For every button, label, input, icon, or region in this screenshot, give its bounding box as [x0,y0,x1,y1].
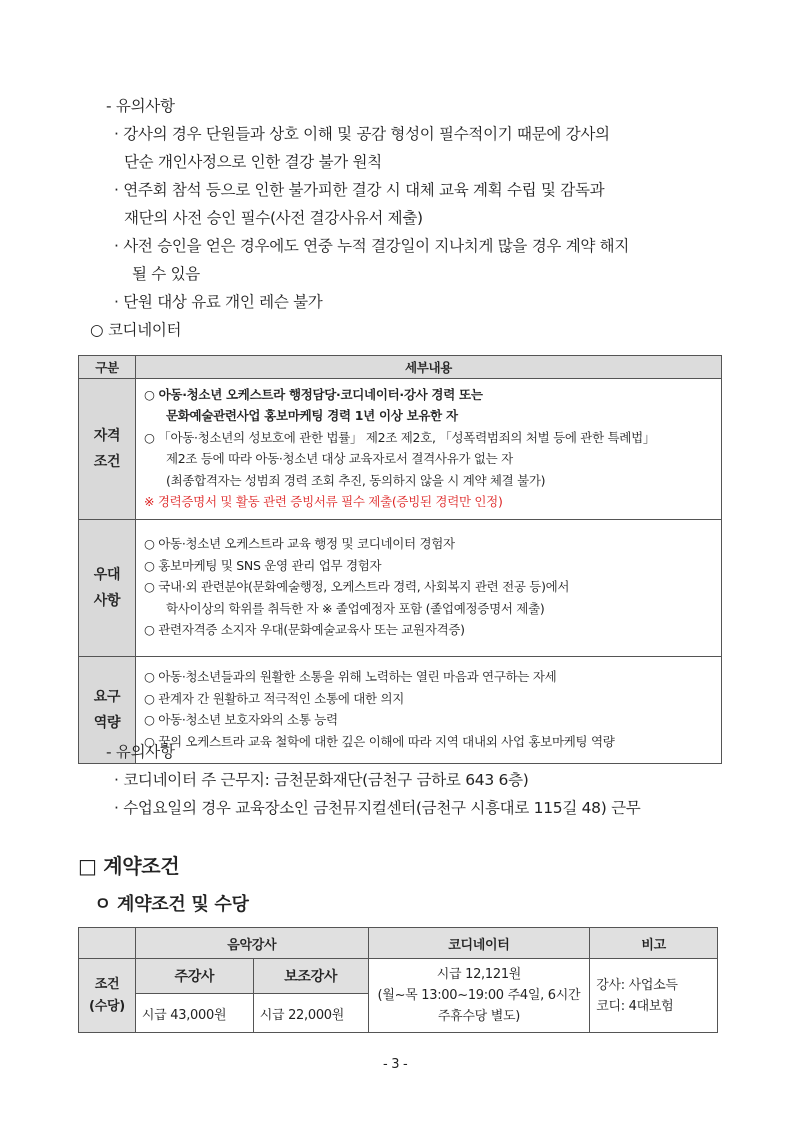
item: ○ 홍보마케팅 및 SNS 운영 관리 업무 경험자 [144,557,382,573]
note-line: 될 수 있음 [132,265,200,283]
note-line: · 연주회 참석 등으로 인한 불가피한 결강 시 대체 교육 계획 수립 및 감독과 [114,181,605,199]
header-main-teacher: 주강사 [135,959,253,994]
note-line: · 코디네이터 주 근무지: 금천문화재단(금천구 금하로 643 6층) [114,771,529,789]
item: 문화예술관련사업 홍보마케팅 경력 1년 이상 보유한 자 [166,408,458,423]
item: ○ 아동·청소년 보호자와의 소통 능력 [144,712,338,727]
header-category: 구분 [79,356,136,379]
row-label: 조건 [93,454,121,470]
contract-table [78,927,718,1033]
coordinator-pay: 시급 12,121원 [436,967,522,982]
row-label: 자격 [93,428,121,444]
item: ○ 아동·청소년 오케스트라 교육 행정 및 코디네이터 경험자 [144,536,455,552]
item: ○ 아동·청소년 오케스트라 행정담당·코디네이터·강사 경력 또는 [144,386,483,402]
note-line: · 강사의 경우 단원들과 상호 이해 및 공감 형성이 필수적이기 때문에 강사의 [114,125,610,143]
note-line: 단순 개인사정으로 인한 결강 불가 원칙 [124,153,382,171]
item: ○ 관계자 간 원활하고 적극적인 소통에 대한 의지 [144,690,405,706]
notes-heading: - 유의사항 [106,97,175,115]
item: 학사이상의 학위를 취득한 자 ※ 졸업예정자 포함 (졸업예정증명서 제출) [166,600,545,616]
item: ○ 관련자격증 소지자 우대(문화예술교육사 또는 교원자격증) [144,622,465,638]
row-label: 조건 [94,976,120,992]
remark-coordinator: 코디: 4대보험 [596,998,674,1014]
item: ○ 국내·외 관련분야(문화예술행정, 오케스트라 경력, 사회복지 관련 전공 등)에서 [144,579,570,595]
row-label: 요구 [93,689,121,705]
row-label: 우대 [93,567,121,583]
header-details: 세부내용 [136,356,722,379]
required-documents-note: ※ 경력증명서 및 활동 관련 증빙서류 필수 제출(증빙된 경력만 인정) [144,494,503,509]
note-line: 재단의 사전 승인 필수(사전 결강사유서 제출) [124,209,423,227]
coordinator-hours: (월~목 13:00~19:00 주4일, 6시간 [377,988,581,1003]
row-label: (수당) [89,998,125,1014]
note-line: · 단원 대상 유료 개인 레슨 불가 [114,293,323,311]
table-row-qualifications [79,379,722,520]
main-teacher-pay: 시급 43,000원 [135,994,253,1033]
contract-subtitle: ㅇ 계약조건 및 수당 [94,894,249,915]
coordinator-table [78,355,722,764]
note-line: · 사전 승인을 얻은 경우에도 연중 누적 결강일이 지나치게 많을 경우 계약 해지 [114,237,630,255]
coordinator-allowance: 주휴수당 별도) [437,1009,520,1024]
item: 제2조 등에 따라 아동·청소년 대상 교육자로서 결격사유가 없는 자 [166,451,513,466]
header-remarks: 비고 [590,928,718,959]
empty-corner [79,928,136,959]
item: ○ 「아동·청소년의 성보호에 관한 법률」 제2조 제2호, 「성폭력범죄의 처벌 등에 관한 특례법」 [144,429,656,445]
header-coordinator: 코디네이터 [368,928,590,959]
row-label: 사항 [93,593,121,609]
item: (최종합격자는 성범죄 경력 조회 추진, 동의하지 않을 시 계약 체결 불가) [166,472,546,488]
coordinator-heading: ○ 코디네이터 [90,321,182,339]
header-music-teacher: 음악강사 [135,928,368,959]
table-row-preferences [79,520,722,657]
assistant-teacher-pay: 시급 22,000원 [253,994,368,1033]
header-assistant-teacher: 보조강사 [253,959,368,994]
item: ○ 꿈의 오케스트라 교육 철학에 대한 깊은 이해에 따라 지역 대내외 사업 홍보마케팅 역량 [144,733,615,749]
page-number: - 3 - [383,1057,408,1072]
contract-section-title: □ 계약조건 [78,854,180,878]
notes-heading: - 유의사항 [106,743,175,761]
remark-teacher: 강사: 사업소득 [596,977,678,993]
item: ○ 아동·청소년들과의 원활한 소통을 위해 노력하는 열린 마음과 연구하는 자세 [144,669,557,684]
note-line: · 수업요일의 경우 교육장소인 금천뮤지컬센터(금천구 시흥대로 115길 48) 근무 [114,799,641,817]
row-label: 역량 [93,715,121,731]
